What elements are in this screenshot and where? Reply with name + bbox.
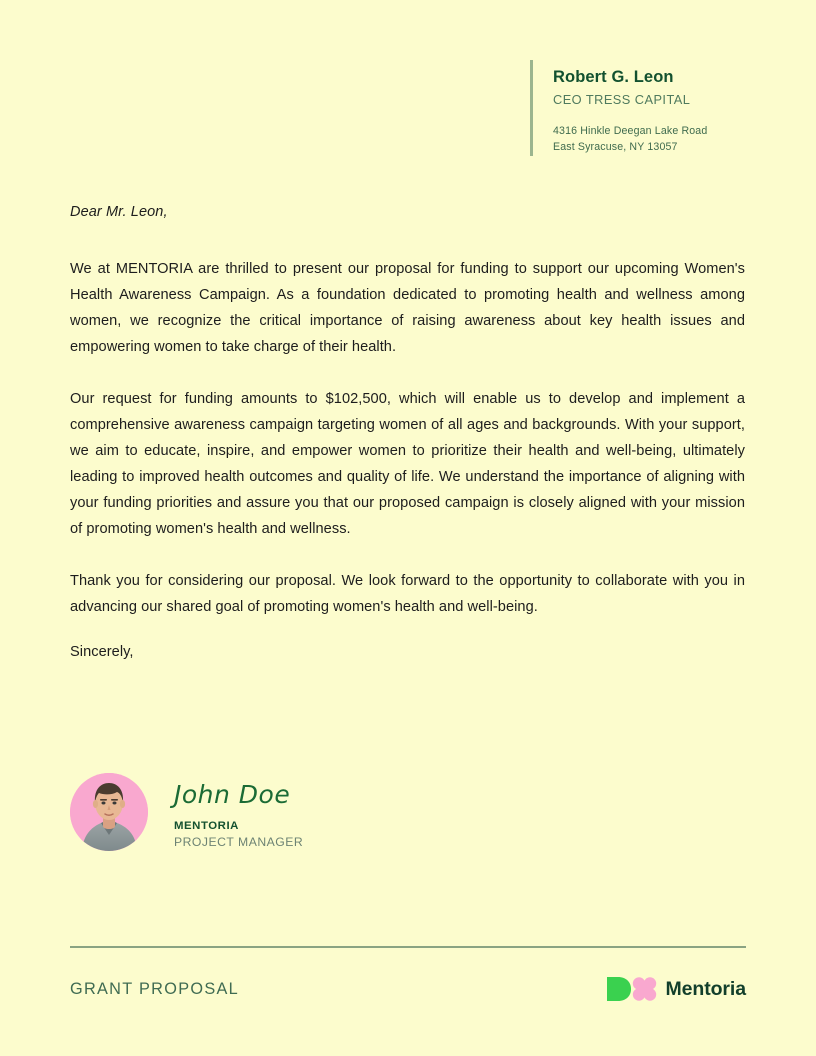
signature-title: PROJECT MANAGER (174, 834, 304, 849)
footer-divider (70, 946, 746, 948)
avatar (70, 773, 148, 851)
salutation: Dear Mr. Leon, (70, 204, 168, 220)
recipient-address (553, 124, 707, 155)
footer (70, 974, 746, 1004)
brand-logo (605, 974, 746, 1004)
closing-line: Sincerely, (70, 644, 134, 660)
recipient-role: CEO TRESS CAPITAL (553, 91, 691, 107)
accent-bar (530, 60, 533, 156)
signature-block (70, 773, 303, 851)
footer-label: GRANT PROPOSAL (70, 979, 239, 998)
mentoria-logo-mark-icon (605, 974, 657, 1004)
avatar-photo (70, 773, 148, 851)
signature-name: John Doe (174, 780, 291, 809)
letter-body (70, 204, 745, 660)
paragraph-1: We at MENTORIA are thrilled to present our proposal for funding to support our upcoming Women's Health Awareness Campaign. As a foundation dedicated to promoting health and wellness among women, we recognize the critical importance of raising awareness about key health issues and empowering women to take charge of their health. (70, 261, 745, 355)
paragraph-3: Thank you for considering our proposal. We look forward to the opportunity to collaborate with you in advancing our shared goal of promoting women's health and well-being. (70, 573, 745, 615)
paragraph-2: Our request for funding amounts to $102,500, which will enable us to develop and implement a comprehensive awareness campaign targeting women of all ages and backgrounds. With your support, we aim to educate, inspire, and empower women to prioritize their health and well-being, ultimately leading to improved health outcomes and quality of life. We understand the importance of aligning with your funding priorities and assure you that our proposed campaign is closely aligned with your mission of promoting women's health and wellness. (70, 391, 745, 537)
signature-organization: MENTORIA (174, 819, 239, 832)
recipient-details (553, 60, 707, 156)
recipient-address-line-1: 4316 Hinkle Deegan Lake Road (553, 125, 708, 138)
recipient-name: Robert G. Leon (553, 68, 674, 86)
recipient-block (530, 60, 707, 156)
recipient-address-line-2: East Syracuse, NY 13057 (553, 140, 678, 153)
brand-name: Mentoria (665, 977, 746, 1000)
signature-details (174, 773, 303, 849)
